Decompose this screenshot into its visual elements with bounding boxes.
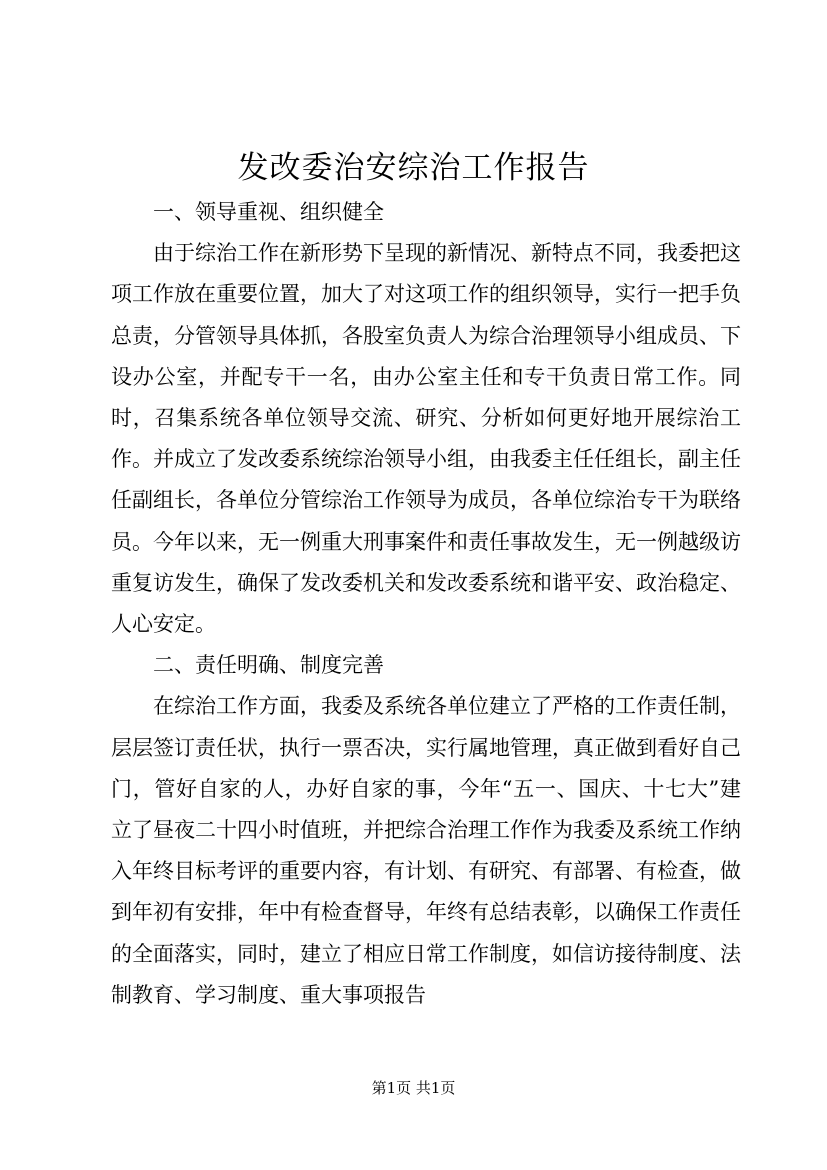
- section-heading-1: 一、领导重视、组织健全: [153, 200, 384, 224]
- document-body: [111, 192, 741, 1016]
- section-paragraph-1: 由于综治工作在新形势下呈现的新情况、新特点不同，我委把这项工作放在重要位置，加大了对这项工作的组织领导，实行一把手负总责，分管领导具体抓，各股室负责人为综合治理领导小组成员、下设办公室，并配专干一名，由办公室主任和专干负责日常工作。同时，召集系统各单位领导交流、研究、分析如何更好地开展综治工作。并成立了发改委系统综治领导小组，由我委主任任组长，副主任任副组长，各单位分管综治工作领导为成员，各单位综治专干为联络员。今年以来，无一例重大刑事案件和责任事故发生，无一例越级访重复访发生，确保了发改委机关和发改委系统和谐平安、政治稳定、人心安定。: [111, 241, 741, 637]
- section-heading-2: 二、责任明确、制度完善: [153, 653, 384, 678]
- section-paragraph-2: 在综治工作方面，我委及系统各单位建立了严格的工作责任制，层层签订责任状，执行一票否决，实行属地管理，真正做到看好自己门，管好自家的人，办好自家的事，今年“五一、国庆、十七大”建立了昼夜二十四小时值班，并把综合治理工作作为我委及系统工作纳入年终目标考评的重要内容，有计划、有研究、有部署、有检查，做到年初有安排，年中有检查督导，年终有总结表彰，以确保工作责任的全面落实，同时，建立了相应日常工作制度，如信访接待制度、法制教育、学习制度、重大事项报告: [111, 694, 741, 1007]
- page-footer: 第1页 共1页: [371, 1079, 456, 1097]
- document-title: 发改委治安综治工作报告: [237, 150, 590, 186]
